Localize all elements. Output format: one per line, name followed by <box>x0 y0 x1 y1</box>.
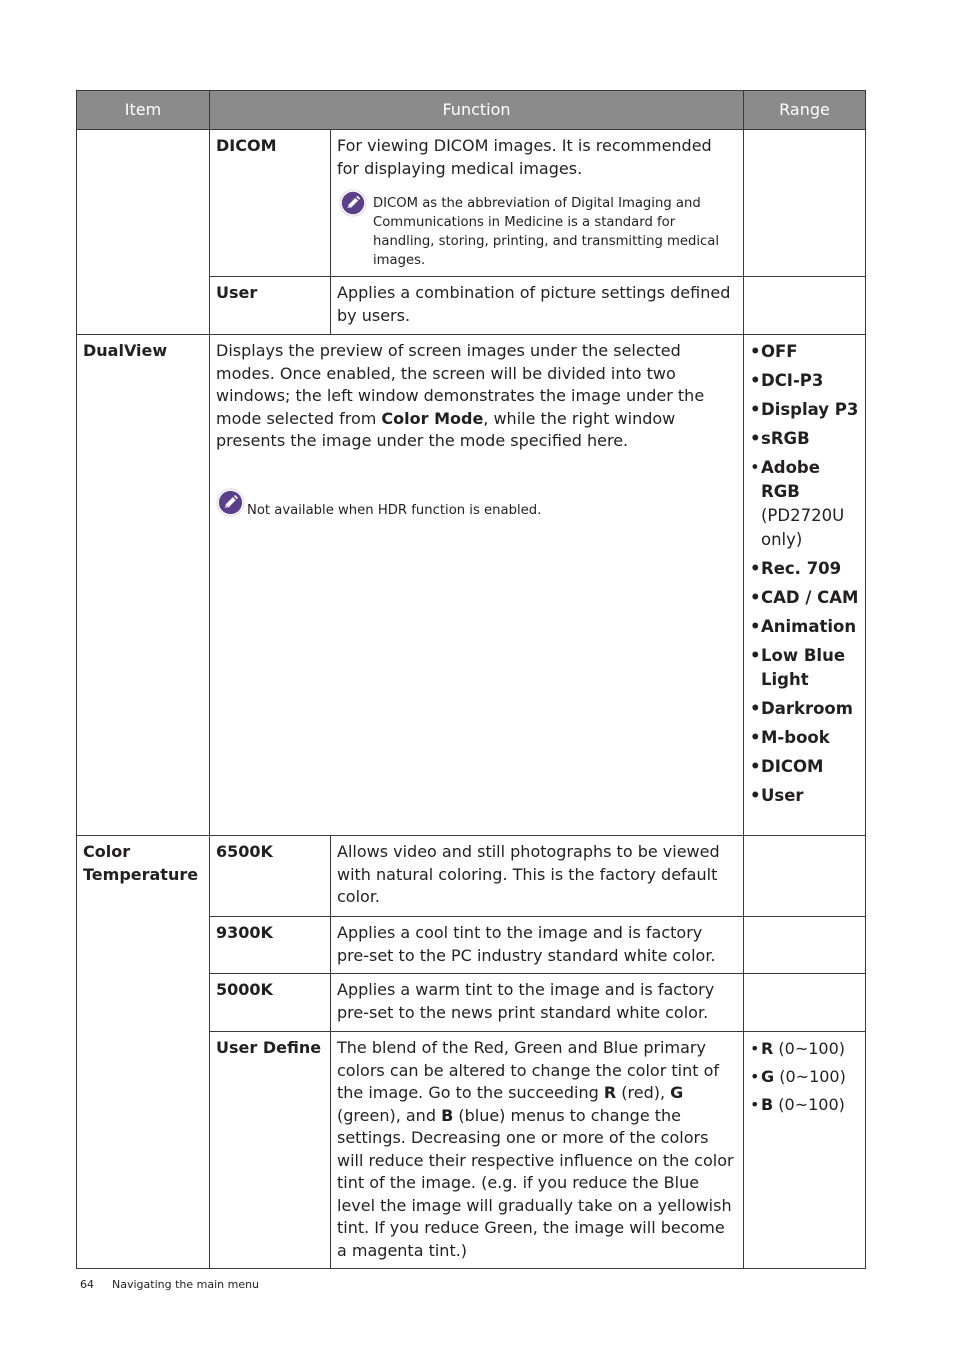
user-define-r: R <box>603 1083 617 1102</box>
function-9300k: Applies a cool tint to the image and is factory pre-set to the PC industry standard white color. <box>331 917 744 974</box>
sub-item-user-define: User Define <box>210 1032 331 1269</box>
table-row-dicom <box>77 130 866 277</box>
range-value: (0~100) <box>778 1095 845 1114</box>
range-option: • CAD / CAM <box>750 586 859 610</box>
table-header-row <box>77 91 866 130</box>
range-user-define <box>744 1032 866 1269</box>
user-define-g: G <box>670 1083 684 1102</box>
user-define-range-list <box>750 1037 859 1116</box>
sub-item-user: User <box>210 277 331 335</box>
note-pencil-icon <box>216 488 245 517</box>
range-user-empty <box>744 277 866 335</box>
user-define-desc-a: The blend of the Red, Green and Blue primary colors can be altered to change the color tint of the image. Go to the succeeding <box>337 1038 719 1102</box>
table-row-6500k <box>77 836 866 917</box>
range-value: (0~100) <box>779 1067 846 1086</box>
dualview-note-text: Not available when HDR function is enabled. <box>247 502 542 518</box>
range-key: G <box>761 1067 775 1086</box>
function-dualview <box>210 335 744 836</box>
function-5000k: Applies a warm tint to the image and is factory pre-set to the news print standard white color. <box>331 974 744 1032</box>
dualview-desc-part1: Displays the preview of screen images under the selected modes. Once enabled, the screen will be divided into two windows; the left window demonstrates the image under the mode selected from <box>216 341 705 428</box>
sub-item-dicom: DICOM <box>210 130 331 277</box>
dicom-note-text: DICOM as the abbreviation of Digital Imaging and Communications in Medicine is a standard for handling, storing, printing, and transmitting medical images. <box>373 196 720 268</box>
range-value: (0~100) <box>778 1039 846 1058</box>
range-option: • M-book <box>750 726 859 750</box>
function-user: Applies a combination of picture settings defined by users. <box>331 277 744 335</box>
range-option: • Rec. 709 <box>750 557 859 581</box>
range-option <box>750 456 859 552</box>
range-option: • Low Blue Light <box>750 644 859 692</box>
user-define-desc-c: (green), and <box>337 1105 442 1125</box>
range-option: • DCI-P3 <box>750 369 859 393</box>
range-option-adobe: Adobe RGB <box>761 458 820 501</box>
header-range: Range <box>744 91 866 130</box>
range-option: • sRGB <box>750 427 859 451</box>
dicom-description: For viewing DICOM images. It is recommended for displaying medical images. <box>337 136 712 178</box>
function-dicom <box>331 130 744 277</box>
range-option <box>750 1037 859 1060</box>
dualview-range-list <box>750 340 859 808</box>
settings-table <box>76 90 866 1269</box>
note-pencil-icon <box>339 189 367 217</box>
dualview-desc-color-mode: Color Mode <box>381 408 484 428</box>
range-option: • Animation <box>750 615 859 639</box>
range-dicom-empty <box>744 130 866 277</box>
range-9300k-empty <box>744 917 866 974</box>
user-define-desc-b: (red), <box>616 1083 671 1102</box>
range-6500k-empty <box>744 836 866 917</box>
item-dualview: DualView <box>77 335 210 836</box>
dualview-desc-part2: , while the right window presents the image under the mode specified here. <box>216 408 676 450</box>
range-option-adobe-note: (PD2720U only) <box>761 506 845 549</box>
range-option: • Darkroom <box>750 697 859 721</box>
range-dualview <box>744 335 866 836</box>
dicom-note <box>337 194 737 270</box>
range-option <box>750 1093 859 1116</box>
item-color-temperature: Color Temperature <box>77 836 210 1269</box>
range-option: • User <box>750 784 859 808</box>
range-key: B <box>761 1095 774 1114</box>
range-5000k-empty <box>744 974 866 1032</box>
header-item: Item <box>77 91 210 130</box>
item-cell-empty <box>77 130 210 335</box>
page-number: 64 <box>80 1278 94 1291</box>
sub-item-9300k: 9300K <box>210 917 331 974</box>
user-define-b: B <box>441 1105 454 1125</box>
sub-item-5000k: 5000K <box>210 974 331 1032</box>
range-key: R <box>761 1039 774 1058</box>
page-footer <box>80 1278 277 1291</box>
header-function: Function <box>210 91 744 130</box>
section-title: Navigating the main menu <box>112 1278 260 1291</box>
range-option: • OFF <box>750 340 859 364</box>
dualview-note <box>216 488 737 520</box>
function-user-define <box>331 1032 744 1269</box>
function-6500k: Allows video and still photographs to be viewed with natural coloring. This is the factory default color. <box>331 836 744 917</box>
table-row-dualview <box>77 335 866 836</box>
range-option: • DICOM <box>750 755 859 779</box>
user-define-desc-d: (blue) menus to change the settings. Decreasing one or more of the colors will reduce their respective influence on the color tint of the image. (e.g. if you reduce the Blue level the image will gradually take on a yellowish tint. If you reduce Green, the image will become a magenta tint.) <box>337 1105 734 1260</box>
dualview-description <box>216 340 737 453</box>
range-option <box>750 1065 859 1088</box>
range-option: • Display P3 <box>750 398 859 422</box>
sub-item-6500k: 6500K <box>210 836 331 917</box>
